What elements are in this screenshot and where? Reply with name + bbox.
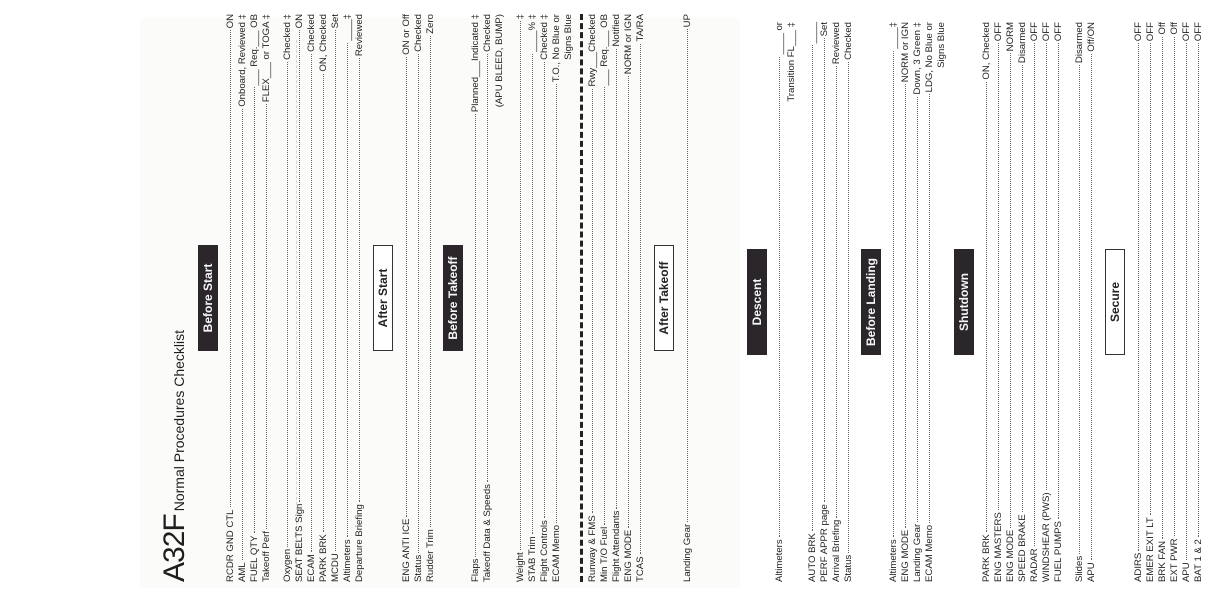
checklist-row: APU OFF bbox=[1181, 22, 1192, 582]
checklist-row: ENG MODE NORM or IGN bbox=[623, 14, 634, 582]
checklist-title bbox=[158, 14, 192, 582]
before-start-group-2 bbox=[282, 14, 366, 582]
checklist-row: Weight ‡ bbox=[515, 14, 526, 582]
checklist-row: RCDR GND CTL ON bbox=[225, 14, 236, 582]
title-text: Normal Procedures Checklist bbox=[171, 329, 187, 512]
checklist-row: TCAS TA/RA bbox=[635, 14, 646, 582]
checklist-row: ECAM Memo LDG, No Blue or bbox=[924, 22, 935, 582]
checklist-row: Flight Controls Checked ‡ bbox=[539, 14, 550, 582]
checklist-row: EMER EXIT LT OFF bbox=[1145, 22, 1156, 582]
section-before-takeoff: Before Takeoff bbox=[443, 245, 463, 351]
checklist-row: Landing Gear Down, 3 Green ‡ bbox=[912, 22, 923, 582]
checklist-row: Slides Disarmed bbox=[1074, 22, 1085, 582]
checklist-row: FUEL PUMPS OFF bbox=[1053, 22, 1064, 582]
checklist-row: AUTO BRK ____ bbox=[807, 22, 818, 582]
checklist-row: Takeoff Perf FLEX___ or TOGA ‡ bbox=[261, 14, 272, 582]
transition-level: Transition FL___ ‡ bbox=[786, 22, 797, 102]
descent-group bbox=[774, 22, 798, 582]
checklist-row: Altimeters ____‡ bbox=[888, 22, 899, 582]
descent-group-2 bbox=[807, 22, 855, 582]
checklist-row: Status Checked bbox=[413, 14, 424, 582]
checklist-row: Arrival Briefing Reviewed bbox=[831, 22, 842, 582]
checklist-row: PERF APPR page Set bbox=[819, 22, 830, 582]
shutdown-group-1 bbox=[981, 22, 1065, 582]
secure-group bbox=[1133, 22, 1205, 582]
checklist-row: RADAR OFF bbox=[1029, 22, 1040, 582]
before-landing-group bbox=[888, 22, 948, 582]
checklist-row: SPEED BRAKE Disarmed bbox=[1017, 22, 1028, 582]
checklist-row: Departure Briefing Reviewed bbox=[354, 14, 365, 582]
checklist-row: Flight Attendants Notified bbox=[611, 14, 622, 582]
section-before-landing: Before Landing bbox=[861, 249, 881, 355]
checklist-row: Altimeters ____ or bbox=[774, 22, 785, 582]
title-model: A32F bbox=[158, 514, 191, 582]
checklist-row: STAB Trim ____% ‡ bbox=[527, 14, 538, 582]
after-start-group bbox=[401, 14, 437, 582]
checklist-row: Flaps Planned___Indicated ‡ bbox=[470, 14, 481, 582]
checklist-row: Oxygen Checked ‡ bbox=[282, 14, 293, 582]
section-after-takeoff: After Takeoff bbox=[654, 245, 674, 351]
checklist-row: Min T/O Fuel ___ Req.___ OB bbox=[599, 14, 610, 582]
checklist-row: PARK BRK ON, Checked bbox=[318, 14, 329, 582]
section-after-start: After Start bbox=[373, 245, 393, 351]
ecam-memo-continuation: Signs Blue bbox=[936, 22, 947, 68]
checklist-row: ENG MASTERS OFF bbox=[993, 22, 1004, 582]
checklist-row: ENG MODE NORM or IGN bbox=[900, 22, 911, 582]
checklist-row: Takeoff Data & Speeds Checked bbox=[482, 14, 493, 582]
takeoff-data-note: (APU BLEED, BUMP) bbox=[494, 14, 505, 108]
checklist-row: BAT 1 & 2 OFF bbox=[1193, 22, 1204, 582]
shutdown-group-2 bbox=[1074, 22, 1098, 582]
checklist-row: ECAM Memo T.O., No Blue or bbox=[551, 14, 562, 582]
panel-left bbox=[158, 14, 693, 582]
checklist-row: Landing Gear UP bbox=[682, 14, 693, 582]
right-spacer bbox=[486, 22, 798, 582]
checklist-row: Rudder Trim Zero bbox=[425, 14, 436, 582]
checklist-row: SEAT BELTS Sign ON bbox=[294, 14, 305, 582]
checklist-row: Runway & FMS Rwy___Checked bbox=[587, 14, 598, 582]
section-secure: Secure bbox=[1105, 249, 1125, 355]
checklist-row: EXT PWR Off bbox=[1169, 22, 1180, 582]
checklist-row: Status Checked bbox=[843, 22, 854, 582]
checklist-row: WINDSHEAR (PWS) OFF bbox=[1041, 22, 1052, 582]
checklist-row: ENG MODE NORM bbox=[1005, 22, 1016, 582]
ecam-memo-continuation: Signs Blue bbox=[563, 14, 574, 60]
section-before-start: Before Start bbox=[198, 245, 218, 351]
section-descent: Descent bbox=[747, 249, 767, 355]
checklist-row: FUEL QTY ___ Req.___ OB bbox=[249, 14, 260, 582]
checklist-row: APU Off/ON bbox=[1086, 22, 1097, 582]
checklist-row: ECAM Checked bbox=[306, 14, 317, 582]
before-start-group-1 bbox=[225, 14, 273, 582]
checklist-row: ADIRS OFF bbox=[1133, 22, 1144, 582]
checklist-row: Altimeters ____‡ bbox=[342, 14, 353, 582]
checklist-row: PARK BRK ON, Checked bbox=[981, 22, 992, 582]
checklist-row: AML Onboard, Reviewed ‡ bbox=[237, 14, 248, 582]
checklist-row: MCDU Set bbox=[330, 14, 341, 582]
section-shutdown: Shutdown bbox=[954, 249, 974, 355]
checklist-row: ENG ANTI ICE ON or Off bbox=[401, 14, 412, 582]
checklist-row: BRK FAN Off bbox=[1157, 22, 1168, 582]
